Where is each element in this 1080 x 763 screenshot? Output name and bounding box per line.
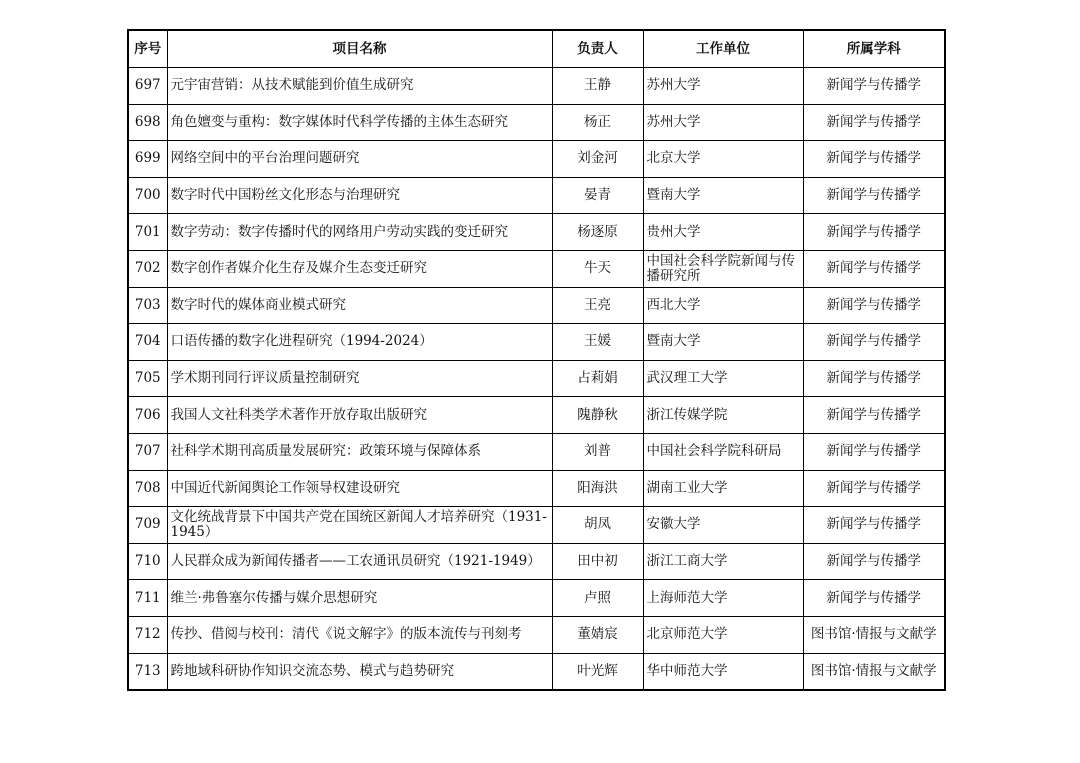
cell-project-name: 元宇宙营销：从技术赋能到价值生成研究 — [167, 68, 552, 105]
cell-subject: 新闻学与传播学 — [803, 397, 945, 434]
table-row — [128, 287, 945, 324]
cell-leader: 叶光辉 — [552, 653, 643, 690]
cell-no: 713 — [128, 653, 167, 690]
cell-unit: 暨南大学 — [643, 324, 803, 361]
cell-unit: 西北大学 — [643, 287, 803, 324]
cell-project-name: 人民群众成为新闻传播者——工农通讯员研究（1921-1949） — [167, 543, 552, 580]
table-row — [128, 616, 945, 653]
table-row — [128, 141, 945, 178]
cell-no: 712 — [128, 616, 167, 653]
cell-project-name: 我国人文社科类学术著作开放存取出版研究 — [167, 397, 552, 434]
table-row — [128, 580, 945, 617]
project-list-table — [127, 29, 946, 691]
cell-project-name: 数字时代中国粉丝文化形态与治理研究 — [167, 177, 552, 214]
cell-project-name: 角色嬗变与重构：数字媒体时代科学传播的主体生态研究 — [167, 104, 552, 141]
table-row — [128, 360, 945, 397]
cell-unit: 暨南大学 — [643, 177, 803, 214]
cell-leader: 杨逐原 — [552, 214, 643, 251]
cell-no: 701 — [128, 214, 167, 251]
cell-unit: 上海师范大学 — [643, 580, 803, 617]
cell-unit: 北京师范大学 — [643, 616, 803, 653]
table-row — [128, 214, 945, 251]
cell-leader: 牛天 — [552, 250, 643, 287]
cell-no: 699 — [128, 141, 167, 178]
header-row — [128, 30, 945, 68]
cell-unit: 苏州大学 — [643, 68, 803, 105]
cell-unit: 苏州大学 — [643, 104, 803, 141]
cell-subject: 图书馆·情报与文献学 — [803, 616, 945, 653]
table-row — [128, 543, 945, 580]
table-row — [128, 324, 945, 361]
cell-subject: 新闻学与传播学 — [803, 360, 945, 397]
cell-unit: 中国社会科学院新闻与传播研究所 — [643, 250, 803, 287]
cell-unit: 北京大学 — [643, 141, 803, 178]
cell-no: 709 — [128, 507, 167, 544]
table-body — [128, 68, 945, 691]
cell-subject: 新闻学与传播学 — [803, 250, 945, 287]
cell-subject: 新闻学与传播学 — [803, 287, 945, 324]
cell-unit: 浙江传媒学院 — [643, 397, 803, 434]
cell-leader: 刘普 — [552, 433, 643, 470]
cell-leader: 阳海洪 — [552, 470, 643, 507]
cell-project-name: 维兰·弗鲁塞尔传播与媒介思想研究 — [167, 580, 552, 617]
cell-leader: 王媛 — [552, 324, 643, 361]
cell-no: 704 — [128, 324, 167, 361]
cell-unit: 湖南工业大学 — [643, 470, 803, 507]
cell-leader: 卢照 — [552, 580, 643, 617]
cell-unit: 浙江工商大学 — [643, 543, 803, 580]
cell-no: 705 — [128, 360, 167, 397]
table-row — [128, 177, 945, 214]
cell-subject: 新闻学与传播学 — [803, 507, 945, 544]
cell-unit: 贵州大学 — [643, 214, 803, 251]
table-row — [128, 470, 945, 507]
cell-leader: 杨正 — [552, 104, 643, 141]
cell-project-name: 文化统战背景下中国共产党在国统区新闻人才培养研究（1931-1945） — [167, 507, 552, 544]
cell-unit: 武汉理工大学 — [643, 360, 803, 397]
table-header — [128, 30, 945, 68]
cell-project-name: 数字劳动：数字传播时代的网络用户劳动实践的变迁研究 — [167, 214, 552, 251]
cell-leader: 田中初 — [552, 543, 643, 580]
cell-subject: 新闻学与传播学 — [803, 104, 945, 141]
table-row — [128, 68, 945, 105]
cell-leader: 胡凤 — [552, 507, 643, 544]
cell-unit: 安徽大学 — [643, 507, 803, 544]
cell-subject: 新闻学与传播学 — [803, 543, 945, 580]
cell-no: 698 — [128, 104, 167, 141]
cell-unit: 华中师范大学 — [643, 653, 803, 690]
cell-subject: 新闻学与传播学 — [803, 324, 945, 361]
cell-no: 707 — [128, 433, 167, 470]
cell-subject: 图书馆·情报与文献学 — [803, 653, 945, 690]
cell-project-name: 中国近代新闻舆论工作领导权建设研究 — [167, 470, 552, 507]
cell-project-name: 跨地域科研协作知识交流态势、模式与趋势研究 — [167, 653, 552, 690]
table-row — [128, 104, 945, 141]
cell-project-name: 社科学术期刊高质量发展研究：政策环境与保障体系 — [167, 433, 552, 470]
cell-leader: 占莉娟 — [552, 360, 643, 397]
cell-no: 703 — [128, 287, 167, 324]
header-project-name: 项目名称 — [167, 30, 552, 68]
cell-no: 702 — [128, 250, 167, 287]
table-row — [128, 653, 945, 690]
table-row — [128, 397, 945, 434]
cell-unit: 中国社会科学院科研局 — [643, 433, 803, 470]
header-unit: 工作单位 — [643, 30, 803, 68]
cell-subject: 新闻学与传播学 — [803, 68, 945, 105]
cell-no: 706 — [128, 397, 167, 434]
cell-leader: 刘金河 — [552, 141, 643, 178]
cell-no: 697 — [128, 68, 167, 105]
cell-project-name: 传抄、借阅与校刊：清代《说文解字》的版本流传与刊刻考 — [167, 616, 552, 653]
cell-project-name: 口语传播的数字化进程研究（1994-2024） — [167, 324, 552, 361]
cell-no: 708 — [128, 470, 167, 507]
cell-leader: 晏青 — [552, 177, 643, 214]
cell-no: 700 — [128, 177, 167, 214]
table-row — [128, 433, 945, 470]
cell-subject: 新闻学与传播学 — [803, 214, 945, 251]
table-row — [128, 507, 945, 544]
cell-leader: 王静 — [552, 68, 643, 105]
cell-leader: 隗静秋 — [552, 397, 643, 434]
cell-project-name: 数字时代的媒体商业模式研究 — [167, 287, 552, 324]
cell-project-name: 网络空间中的平台治理问题研究 — [167, 141, 552, 178]
cell-subject: 新闻学与传播学 — [803, 177, 945, 214]
cell-project-name: 数字创作者媒介化生存及媒介生态变迁研究 — [167, 250, 552, 287]
header-leader: 负责人 — [552, 30, 643, 68]
cell-subject: 新闻学与传播学 — [803, 580, 945, 617]
cell-no: 711 — [128, 580, 167, 617]
cell-subject: 新闻学与传播学 — [803, 470, 945, 507]
cell-leader: 王亮 — [552, 287, 643, 324]
cell-leader: 董婧宸 — [552, 616, 643, 653]
cell-subject: 新闻学与传播学 — [803, 433, 945, 470]
cell-no: 710 — [128, 543, 167, 580]
cell-project-name: 学术期刊同行评议质量控制研究 — [167, 360, 552, 397]
header-subject: 所属学科 — [803, 30, 945, 68]
header-no: 序号 — [128, 30, 167, 68]
cell-subject: 新闻学与传播学 — [803, 141, 945, 178]
table-row — [128, 250, 945, 287]
